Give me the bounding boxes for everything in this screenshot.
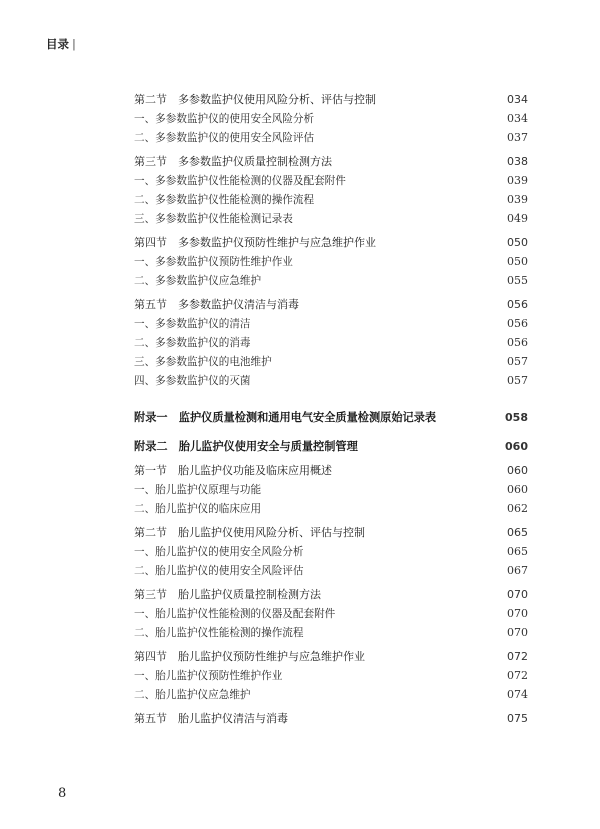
toc-entry-page: 034 (507, 112, 528, 125)
toc-entry-page: 056 (507, 298, 528, 311)
toc-entry-page: 060 (507, 483, 528, 496)
toc-entry-label: 一、胎儿监护仪的使用安全风险分析 (134, 546, 304, 558)
toc-item[interactable] (134, 271, 528, 290)
toc-entry-page: 070 (507, 626, 528, 639)
toc-entry-label: 二、胎儿监护仪性能检测的操作流程 (134, 627, 304, 639)
toc-entry-label: 四、多参数监护仪的灭菌 (134, 375, 251, 387)
toc-entry-label: 第四节 胎儿监护仪预防性维护与应急维护作业 (134, 650, 365, 663)
toc-entry-label: 一、胎儿监护仪性能检测的仪器及配套附件 (134, 608, 336, 620)
toc-entry-page: 065 (507, 526, 528, 539)
toc-entry-page: 065 (507, 545, 528, 558)
toc-section[interactable] (134, 152, 528, 171)
toc-item[interactable] (134, 209, 528, 228)
toc-entry-page: 037 (507, 131, 528, 144)
toc-entry-label: 二、多参数监护仪的使用安全风险评估 (134, 132, 315, 144)
toc-item[interactable] (134, 623, 528, 642)
toc-section[interactable] (134, 647, 528, 666)
toc-entry-label: 附录二 胎儿监护仪使用安全与质量控制管理 (134, 440, 358, 453)
toc-entry-page: 067 (507, 564, 528, 577)
toc-entry-page: 062 (507, 502, 528, 515)
toc-entry-label: 第二节 胎儿监护仪使用风险分析、评估与控制 (134, 526, 365, 539)
toc-entry-label: 三、多参数监护仪性能检测记录表 (134, 213, 293, 225)
toc-section[interactable] (134, 295, 528, 314)
toc-entry-label: 一、胎儿监护仪原理与功能 (134, 484, 262, 496)
toc-entry-page: 070 (507, 588, 528, 601)
toc-item[interactable] (134, 561, 528, 580)
toc-item[interactable] (134, 333, 528, 352)
toc-item[interactable] (134, 480, 528, 499)
toc-entry-page: 056 (507, 317, 528, 330)
toc-entry-page: 074 (507, 688, 528, 701)
toc-entry-page: 060 (505, 440, 528, 453)
toc-section[interactable] (134, 523, 528, 542)
toc-item[interactable] (134, 666, 528, 685)
toc-section[interactable] (134, 90, 528, 109)
toc-item[interactable] (134, 542, 528, 561)
toc-item[interactable] (134, 499, 528, 518)
header-separator: | (72, 37, 76, 51)
toc-appendix[interactable] (134, 408, 528, 427)
toc-entry-page: 060 (507, 464, 528, 477)
toc-spacer (134, 427, 528, 437)
toc-entry-label: 第三节 胎儿监护仪质量控制检测方法 (134, 588, 321, 601)
toc-entry-label: 二、多参数监护仪应急维护 (134, 275, 262, 287)
toc-entry-page: 034 (507, 93, 528, 106)
toc-item[interactable] (134, 685, 528, 704)
toc-section[interactable] (134, 709, 528, 728)
toc-entry-label: 一、多参数监护仪的清洁 (134, 318, 251, 330)
toc-appendix[interactable] (134, 437, 528, 456)
toc-entry-page: 038 (507, 155, 528, 168)
toc-entry-page: 039 (507, 193, 528, 206)
toc-item[interactable] (134, 252, 528, 271)
toc-entry-label: 第三节 多参数监护仪质量控制检测方法 (134, 155, 332, 168)
toc-item[interactable] (134, 604, 528, 623)
toc-entry-label: 第五节 多参数监护仪清洁与消毒 (134, 298, 299, 311)
toc-section[interactable] (134, 585, 528, 604)
page-number: 8 (58, 786, 67, 801)
toc-entry-label: 二、胎儿监护仪的使用安全风险评估 (134, 565, 304, 577)
toc-section[interactable] (134, 461, 528, 480)
toc-entry-page: 049 (507, 212, 528, 225)
toc-item[interactable] (134, 190, 528, 209)
toc-entry-label: 二、胎儿监护仪应急维护 (134, 689, 251, 701)
toc-entry-label: 附录一 监护仪质量检测和通用电气安全质量检测原始记录表 (134, 411, 437, 424)
toc-entry-label: 第五节 胎儿监护仪清洁与消毒 (134, 712, 288, 725)
toc-entry-page: 057 (507, 374, 528, 387)
toc-entry-label: 二、多参数监护仪性能检测的操作流程 (134, 194, 315, 206)
toc-entry-label: 第二节 多参数监护仪使用风险分析、评估与控制 (134, 93, 376, 106)
toc-entry-label: 一、胎儿监护仪预防性维护作业 (134, 670, 283, 682)
toc-item[interactable] (134, 352, 528, 371)
toc-item[interactable] (134, 371, 528, 390)
toc-entry-label: 二、胎儿监护仪的临床应用 (134, 503, 262, 515)
toc-entry-page: 070 (507, 607, 528, 620)
toc-entry-label: 第一节 胎儿监护仪功能及临床应用概述 (134, 464, 332, 477)
toc-item[interactable] (134, 314, 528, 333)
toc-entry-page: 075 (507, 712, 528, 725)
toc-entry-page: 072 (507, 650, 528, 663)
toc-item[interactable] (134, 109, 528, 128)
toc-entry-label: 三、多参数监护仪的电池维护 (134, 356, 272, 368)
header-title: 目录 (46, 37, 69, 51)
toc-entry-label: 二、多参数监护仪的消毒 (134, 337, 251, 349)
toc-entry-page: 058 (505, 411, 528, 424)
table-of-contents (134, 90, 528, 728)
toc-entry-page: 055 (507, 274, 528, 287)
running-header (46, 36, 76, 52)
toc-entry-page: 072 (507, 669, 528, 682)
toc-item[interactable] (134, 128, 528, 147)
toc-entry-label: 一、多参数监护仪的使用安全风险分析 (134, 113, 315, 125)
toc-item[interactable] (134, 171, 528, 190)
toc-entry-page: 057 (507, 355, 528, 368)
toc-section[interactable] (134, 233, 528, 252)
toc-entry-page: 050 (507, 255, 528, 268)
toc-entry-page: 050 (507, 236, 528, 249)
toc-entry-label: 一、多参数监护仪性能检测的仪器及配套附件 (134, 175, 346, 187)
toc-entry-label: 第四节 多参数监护仪预防性维护与应急维护作业 (134, 236, 376, 249)
toc-spacer (134, 390, 528, 408)
toc-entry-label: 一、多参数监护仪预防性维护作业 (134, 256, 293, 268)
toc-entry-page: 039 (507, 174, 528, 187)
toc-entry-page: 056 (507, 336, 528, 349)
